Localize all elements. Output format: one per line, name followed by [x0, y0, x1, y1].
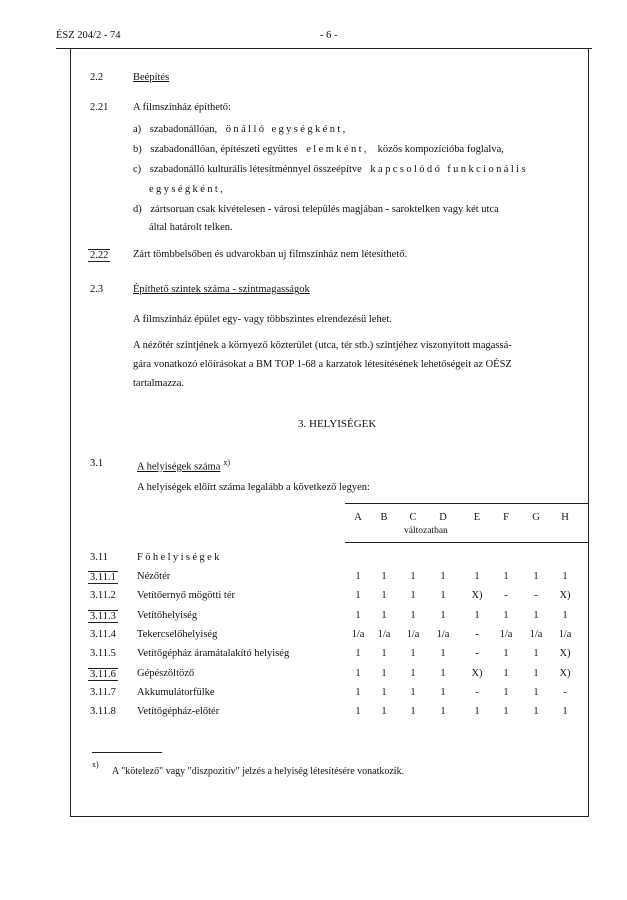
header-rule	[56, 48, 592, 49]
list-item	[133, 124, 348, 135]
left-margin-rule	[70, 48, 71, 816]
table-cell: -	[504, 590, 508, 601]
list-item	[133, 204, 499, 215]
item-label: b)	[133, 144, 142, 155]
table-top-rule	[345, 503, 588, 504]
row-number: 3.11.3	[90, 611, 116, 622]
table-cell: 1	[355, 610, 361, 621]
table-cell: 1	[355, 590, 361, 601]
section-title-text: A helyiségek száma	[137, 461, 221, 473]
table-cell: 1	[410, 610, 416, 621]
table-cell: 1	[410, 571, 416, 582]
table-cell: X)	[559, 648, 571, 659]
section-intro: A helyiségek előírt száma legalább a következő legyen:	[137, 482, 370, 493]
footnote-rule	[92, 752, 162, 753]
row-number: 3.11.8	[90, 706, 116, 717]
table-cell: X)	[471, 668, 483, 679]
table-cell: 1	[381, 706, 387, 717]
row-name: Vetítőernyő mögötti tér	[137, 590, 235, 601]
table-cell: 1	[440, 668, 446, 679]
table-cell: 1	[440, 571, 446, 582]
table-cell: 1	[410, 668, 416, 679]
table-cell: 1	[440, 706, 446, 717]
table-cell: 1	[381, 687, 387, 698]
table-cell: 1	[562, 571, 568, 582]
item-label: d)	[133, 204, 142, 215]
group-title: Főhelyiségek	[137, 552, 222, 563]
section-text: Zárt tömbbelsőben és udvarokban uj filmszínház nem létesíthető.	[133, 249, 408, 260]
paragraph-line: A nézőtér szintjének a környező közterület (utca, tér stb.) szintjéhez viszonyított magassá-	[133, 340, 512, 351]
table-cell: 1	[533, 648, 539, 659]
item-text: szabadonálló kulturális létesítménnyel összeépítve	[149, 164, 362, 175]
list-item	[133, 164, 528, 175]
item-label: c)	[133, 164, 142, 175]
table-cell: 1	[355, 687, 361, 698]
column-header: F	[503, 512, 509, 523]
table-cell: 1	[474, 571, 480, 582]
footnote-ref: x)	[223, 458, 231, 467]
table-cell: 1	[533, 687, 539, 698]
table-cell: 1/a	[558, 629, 572, 640]
item-spaced-text: önálló egységként,	[225, 124, 348, 135]
item-spaced-text: elemként,	[306, 144, 369, 155]
table-cell: 1	[410, 648, 416, 659]
column-header: H	[561, 512, 569, 523]
column-header: B	[380, 512, 388, 523]
table-cell: 1	[562, 610, 568, 621]
table-cell: -	[563, 687, 567, 698]
column-header: A	[354, 512, 362, 523]
row-name: Vetítőhelyiség	[137, 610, 198, 621]
table-cell: 1	[440, 687, 446, 698]
item-text-end: közös kompozícióba foglalva,	[377, 144, 504, 155]
table-cell: -	[475, 687, 479, 698]
section-title: Beépítés	[133, 72, 170, 83]
row-number: 3.11.2	[90, 590, 116, 601]
section-number: 3.1	[90, 458, 104, 469]
group-number: 3.11	[90, 552, 108, 563]
row-name: Vetítőgépház áramátalakító helyiség	[137, 648, 290, 659]
table-cell: X)	[559, 668, 571, 679]
table-cell: 1	[381, 571, 387, 582]
section-title	[137, 458, 230, 473]
table-cell: 1	[474, 610, 480, 621]
column-header: G	[532, 512, 540, 523]
row-number: 3.11.7	[90, 687, 116, 698]
paragraph: A filmszínház épület egy- vagy többszintes elrendezésü lehet.	[133, 314, 392, 325]
section-number: 2.21	[90, 102, 109, 113]
table-cell: 1	[355, 668, 361, 679]
table-cell: 1	[503, 648, 509, 659]
table-cell: 1	[503, 610, 509, 621]
table-cell: 1	[503, 571, 509, 582]
table-cell: 1	[562, 706, 568, 717]
paragraph-line: gára vonatkozó előírásokat a BM TOP 1-68 a karzatok létesítésének lehetőségeit az OÉSZ	[133, 359, 512, 370]
column-header: D	[439, 512, 447, 523]
table-cell: 1	[355, 706, 361, 717]
item-text: szabadonállóan,	[149, 124, 218, 135]
table-cell: 1	[533, 610, 539, 621]
table-cell: 1/a	[377, 629, 391, 640]
row-number: 3.11.5	[90, 648, 116, 659]
table-cell: 1	[410, 687, 416, 698]
paragraph-line: tartalmazza.	[133, 378, 185, 389]
column-header: C	[409, 512, 417, 523]
item-text: zártsoruan csak kivételesen - városi település magjában - saroktelken vagy két utca	[150, 204, 499, 215]
row-number: 3.11.1	[90, 572, 116, 583]
row-name: Akkumulátorfülke	[137, 687, 215, 698]
table-cell: 1	[440, 648, 446, 659]
table-cell: 1	[503, 687, 509, 698]
item-label: a)	[133, 124, 142, 135]
item-text: szabadonállóan, építészeti együttes	[150, 144, 298, 155]
table-cell: 1	[474, 706, 480, 717]
item-spaced-text: kapcsolódó funkcionális	[370, 164, 528, 175]
table-cell: 1	[355, 648, 361, 659]
row-name: Vetítőgépház-előtér	[137, 706, 220, 717]
table-cell: 1/a	[436, 629, 450, 640]
table-cell: 1	[503, 668, 509, 679]
chapter-heading: 3. HELYISÉGEK	[298, 418, 377, 430]
table-cell: 1	[533, 668, 539, 679]
table-cell: X)	[471, 590, 483, 601]
footnote-text: A "kötelező" vagy "diszpozitív" jelzés a helyiség létesítésére vonatkozik.	[112, 766, 405, 777]
table-header-rule	[345, 542, 588, 543]
table-cell: X)	[559, 590, 571, 601]
table-cell: 1/a	[406, 629, 420, 640]
table-cell: -	[534, 590, 538, 601]
section-title: Építhető szintek száma - szintmagasságok	[133, 284, 310, 295]
table-cell: 1	[410, 706, 416, 717]
row-number: 3.11.4	[90, 629, 116, 640]
table-cell: 1	[440, 590, 446, 601]
doc-id: ÉSZ 204/2 - 74	[56, 30, 121, 41]
table-cell: 1	[533, 706, 539, 717]
list-item	[133, 144, 504, 155]
section-number-boxed: 2.22	[90, 250, 109, 261]
column-header: E	[473, 512, 481, 523]
list-item-continuation: egységként,	[149, 184, 226, 195]
section-number: 2.2	[90, 72, 104, 83]
table-cell: 1/a	[529, 629, 543, 640]
section-intro: A filmszínház építhető:	[133, 102, 231, 113]
right-margin-rule	[588, 48, 589, 816]
row-name: Tekercselőhelyiség	[137, 629, 218, 640]
table-cell: 1/a	[351, 629, 365, 640]
column-subheader: változatban	[404, 526, 448, 536]
table-cell: -	[475, 629, 479, 640]
table-cell: 1	[381, 648, 387, 659]
table-cell: 1	[533, 571, 539, 582]
list-item-continuation: által határolt telken.	[149, 222, 233, 233]
row-number: 3.11.6	[90, 669, 116, 680]
table-cell: 1	[440, 610, 446, 621]
table-cell: 1	[410, 590, 416, 601]
page-number: - 6 -	[320, 30, 338, 41]
table-cell: 1	[503, 706, 509, 717]
section-number: 2.3	[90, 284, 104, 295]
table-cell: 1	[381, 668, 387, 679]
table-cell: 1/a	[499, 629, 513, 640]
bottom-rule	[70, 816, 589, 817]
row-name: Nézőtér	[137, 571, 171, 582]
footnote-mark: x)	[92, 760, 99, 769]
table-cell: 1	[381, 610, 387, 621]
table-cell: -	[475, 648, 479, 659]
table-cell: 1	[355, 571, 361, 582]
row-name: Gépészöltöző	[137, 668, 195, 679]
table-cell: 1	[381, 590, 387, 601]
